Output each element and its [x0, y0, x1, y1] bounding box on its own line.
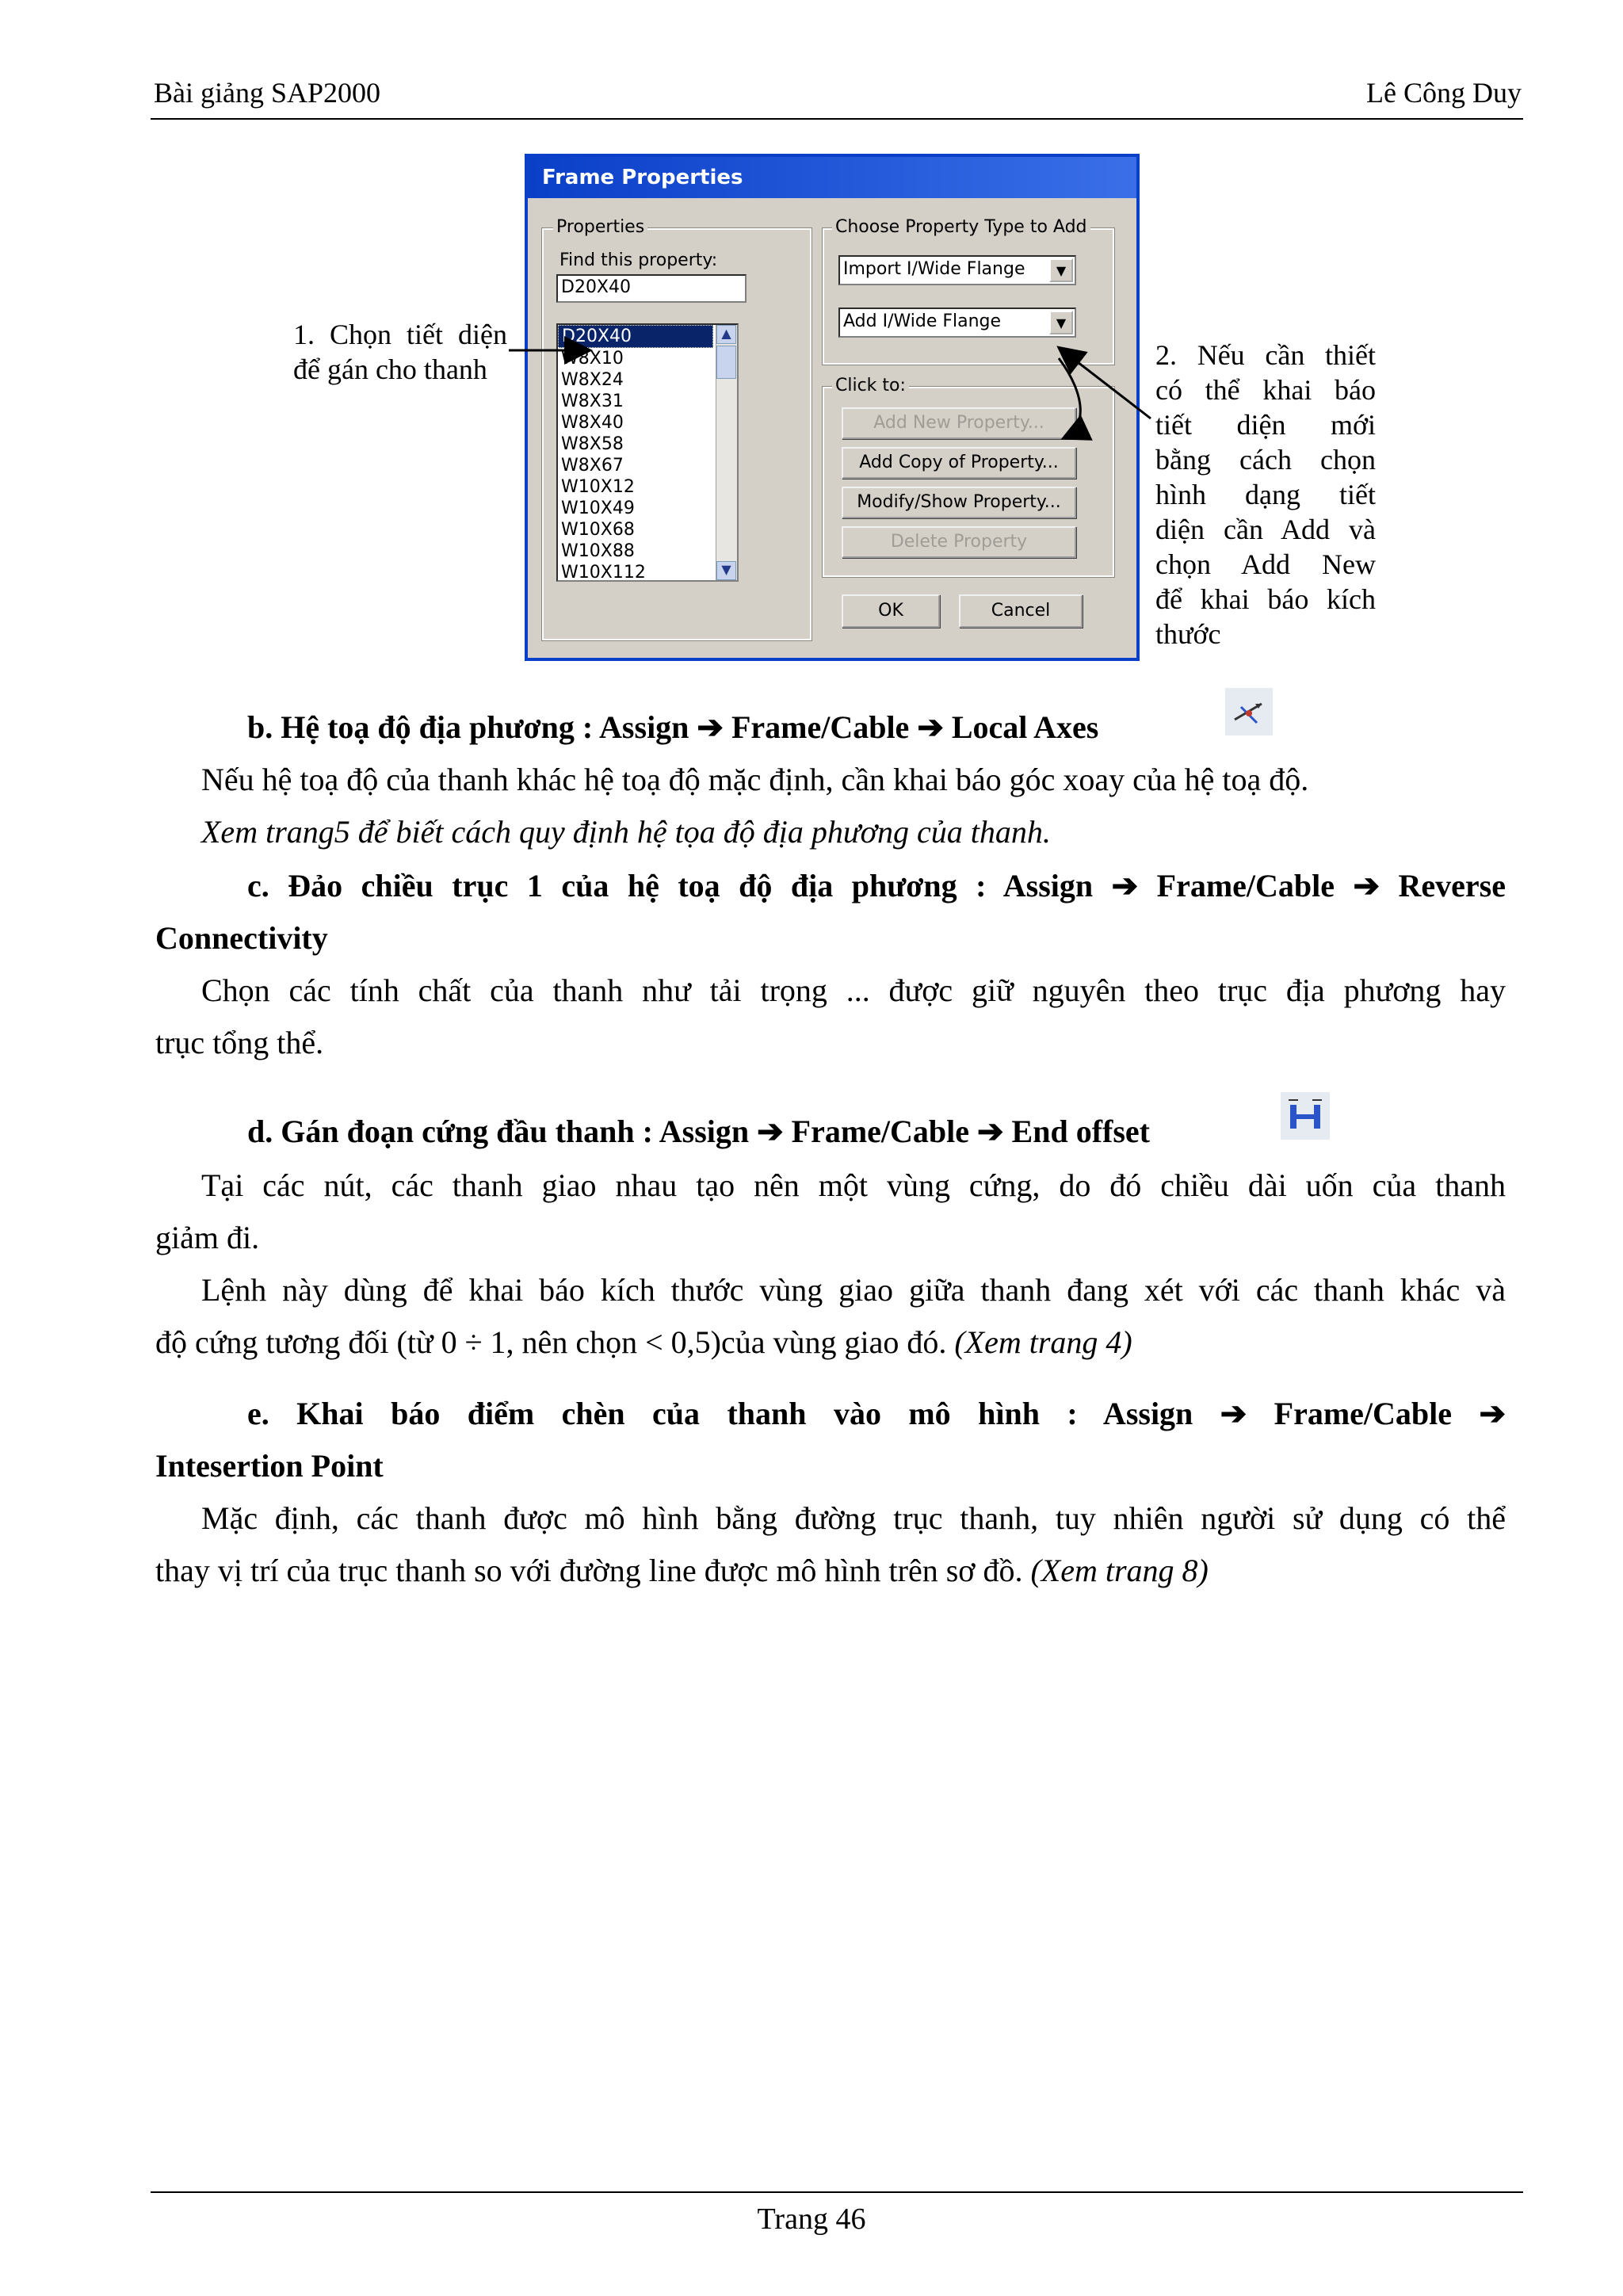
list-item[interactable]: W10X68	[561, 520, 635, 540]
list-item[interactable]: W10X49	[561, 499, 635, 518]
header-author: Lê Công Duy	[1366, 77, 1522, 109]
import-type-value: Import I/Wide Flange	[843, 259, 1025, 279]
section-c-text: Chọn các tính chất của thanh như tải trọng ... được giữ nguyên theo trục địa phương hay	[201, 972, 1506, 1008]
section-c-text-cont: trục tổng thể.	[155, 1025, 324, 1060]
section-c-heading-cont: Connectivity	[155, 920, 328, 956]
click-to-label: Click to:	[832, 376, 909, 395]
list-item[interactable]: W8X31	[561, 392, 624, 411]
end-offset-icon	[1281, 1092, 1330, 1140]
callout-right-line: bằng cách chọn	[1155, 444, 1376, 476]
local-axes-icon	[1225, 688, 1273, 735]
list-item[interactable]: W10X112	[561, 563, 646, 583]
callout-right-line: hình dạng tiết	[1155, 479, 1376, 510]
chevron-down-icon[interactable]: ▼	[1049, 311, 1073, 334]
section-c-heading: c. Đảo chiều trục 1 của hệ toạ độ địa phương : Assign ➔ Frame/Cable ➔ Reverse	[247, 868, 1506, 904]
chevron-down-icon[interactable]: ▼	[1049, 258, 1073, 282]
section-e-ref: (Xem trang 8)	[1030, 1553, 1209, 1588]
section-e-text: Mặc định, các thanh được mô hình bằng đường trục thanh, tuy nhiên người sử dụng có thể	[201, 1500, 1506, 1536]
section-d-text-2: Lệnh này dùng để khai báo kích thước vùng giao giữa thanh đang xét với các thanh khác và	[201, 1272, 1506, 1308]
list-item[interactable]: W10X88	[561, 541, 635, 561]
section-d-text: Tại các nút, các thanh giao nhau tạo nên một vùng cứng, do đó chiều dài uốn của thanh	[201, 1167, 1506, 1203]
section-d-text-cont: giảm đi.	[155, 1220, 260, 1255]
add-new-property-button[interactable]: Add New Property...	[842, 407, 1076, 439]
section-e-heading-cont: Intesertion Point	[155, 1448, 384, 1484]
find-property-input[interactable]: D20X40	[556, 274, 747, 303]
find-label: Find this property:	[559, 250, 718, 270]
section-b-heading: b. Hệ toạ độ địa phương : Assign ➔ Frame/Cable ➔ Local Axes	[247, 709, 1099, 745]
cancel-button[interactable]: Cancel	[959, 594, 1083, 628]
section-d-text-2-body: độ cứng tương đối (từ 0 ÷ 1, nên chọn < 0,5)của vùng giao đó.	[155, 1324, 955, 1360]
properties-group-label: Properties	[553, 217, 647, 237]
callout-right-line: để khai báo kích	[1155, 583, 1376, 615]
dialog-titlebar: Frame Properties	[528, 157, 1136, 198]
ok-button[interactable]: OK	[842, 594, 940, 628]
callout-right-line: diện cần Add và	[1155, 514, 1376, 545]
add-copy-property-button[interactable]: Add Copy of Property...	[842, 447, 1076, 479]
section-b-note: Xem trang5 để biết cách quy định hệ tọa độ địa phương của thanh.	[201, 814, 1051, 850]
list-item[interactable]: W8X40	[561, 413, 624, 433]
list-item[interactable]: W10X12	[561, 477, 635, 497]
section-e-heading: e. Khai báo điểm chèn của thanh vào mô hình : Assign ➔ Frame/Cable ➔	[247, 1396, 1506, 1431]
list-item[interactable]: W8X10	[561, 349, 624, 369]
callout-right-line: 2. Nếu cần thiết	[1155, 339, 1376, 371]
callout-right-line: tiết diện mới	[1155, 409, 1376, 441]
section-e-text-cont	[155, 1550, 1209, 1591]
list-item[interactable]: D20X40	[558, 325, 713, 348]
header-title: Bài giảng SAP2000	[154, 77, 381, 109]
choose-type-label: Choose Property Type to Add	[832, 217, 1090, 237]
callout-arrows	[0, 0, 1623, 713]
section-d-heading: d. Gán đoạn cứng đầu thanh : Assign ➔ Frame/Cable ➔ End offset	[247, 1114, 1151, 1149]
scroll-down-arrow-icon[interactable]: ▼	[716, 561, 736, 580]
callout-left-line: để gán cho thanh	[293, 353, 487, 385]
callout-right-line: có thể khai báo	[1155, 374, 1376, 406]
delete-property-button[interactable]: Delete Property	[842, 526, 1076, 558]
callout-right-line: thước	[1155, 618, 1221, 650]
modify-show-property-button[interactable]: Modify/Show Property...	[842, 487, 1076, 518]
list-item[interactable]: W8X58	[561, 434, 624, 454]
callout-right-line: chọn Add New	[1155, 548, 1376, 580]
footer-rule	[151, 2191, 1523, 2193]
callout-left-line: 1. Chọn tiết diện	[293, 319, 507, 350]
section-b-text: Nếu hệ toạ độ của thanh khác hệ toạ độ mặc định, cần khai báo góc xoay của hệ toạ độ.	[201, 762, 1309, 797]
list-item[interactable]: W8X24	[561, 370, 624, 390]
page-number: Trang 46	[757, 2202, 866, 2236]
add-type-value: Add I/Wide Flange	[843, 311, 1002, 331]
list-item[interactable]: W8X67	[561, 456, 624, 476]
scroll-up-arrow-icon[interactable]: ▲	[716, 325, 736, 344]
section-d-ref: (Xem trang 4)	[954, 1324, 1132, 1360]
section-d-text-2-cont	[155, 1322, 1132, 1363]
curved-arrow	[1059, 358, 1080, 437]
section-e-text-body: thay vị trí của trục thanh so với đường line được mô hình trên sơ đồ.	[155, 1553, 1031, 1588]
